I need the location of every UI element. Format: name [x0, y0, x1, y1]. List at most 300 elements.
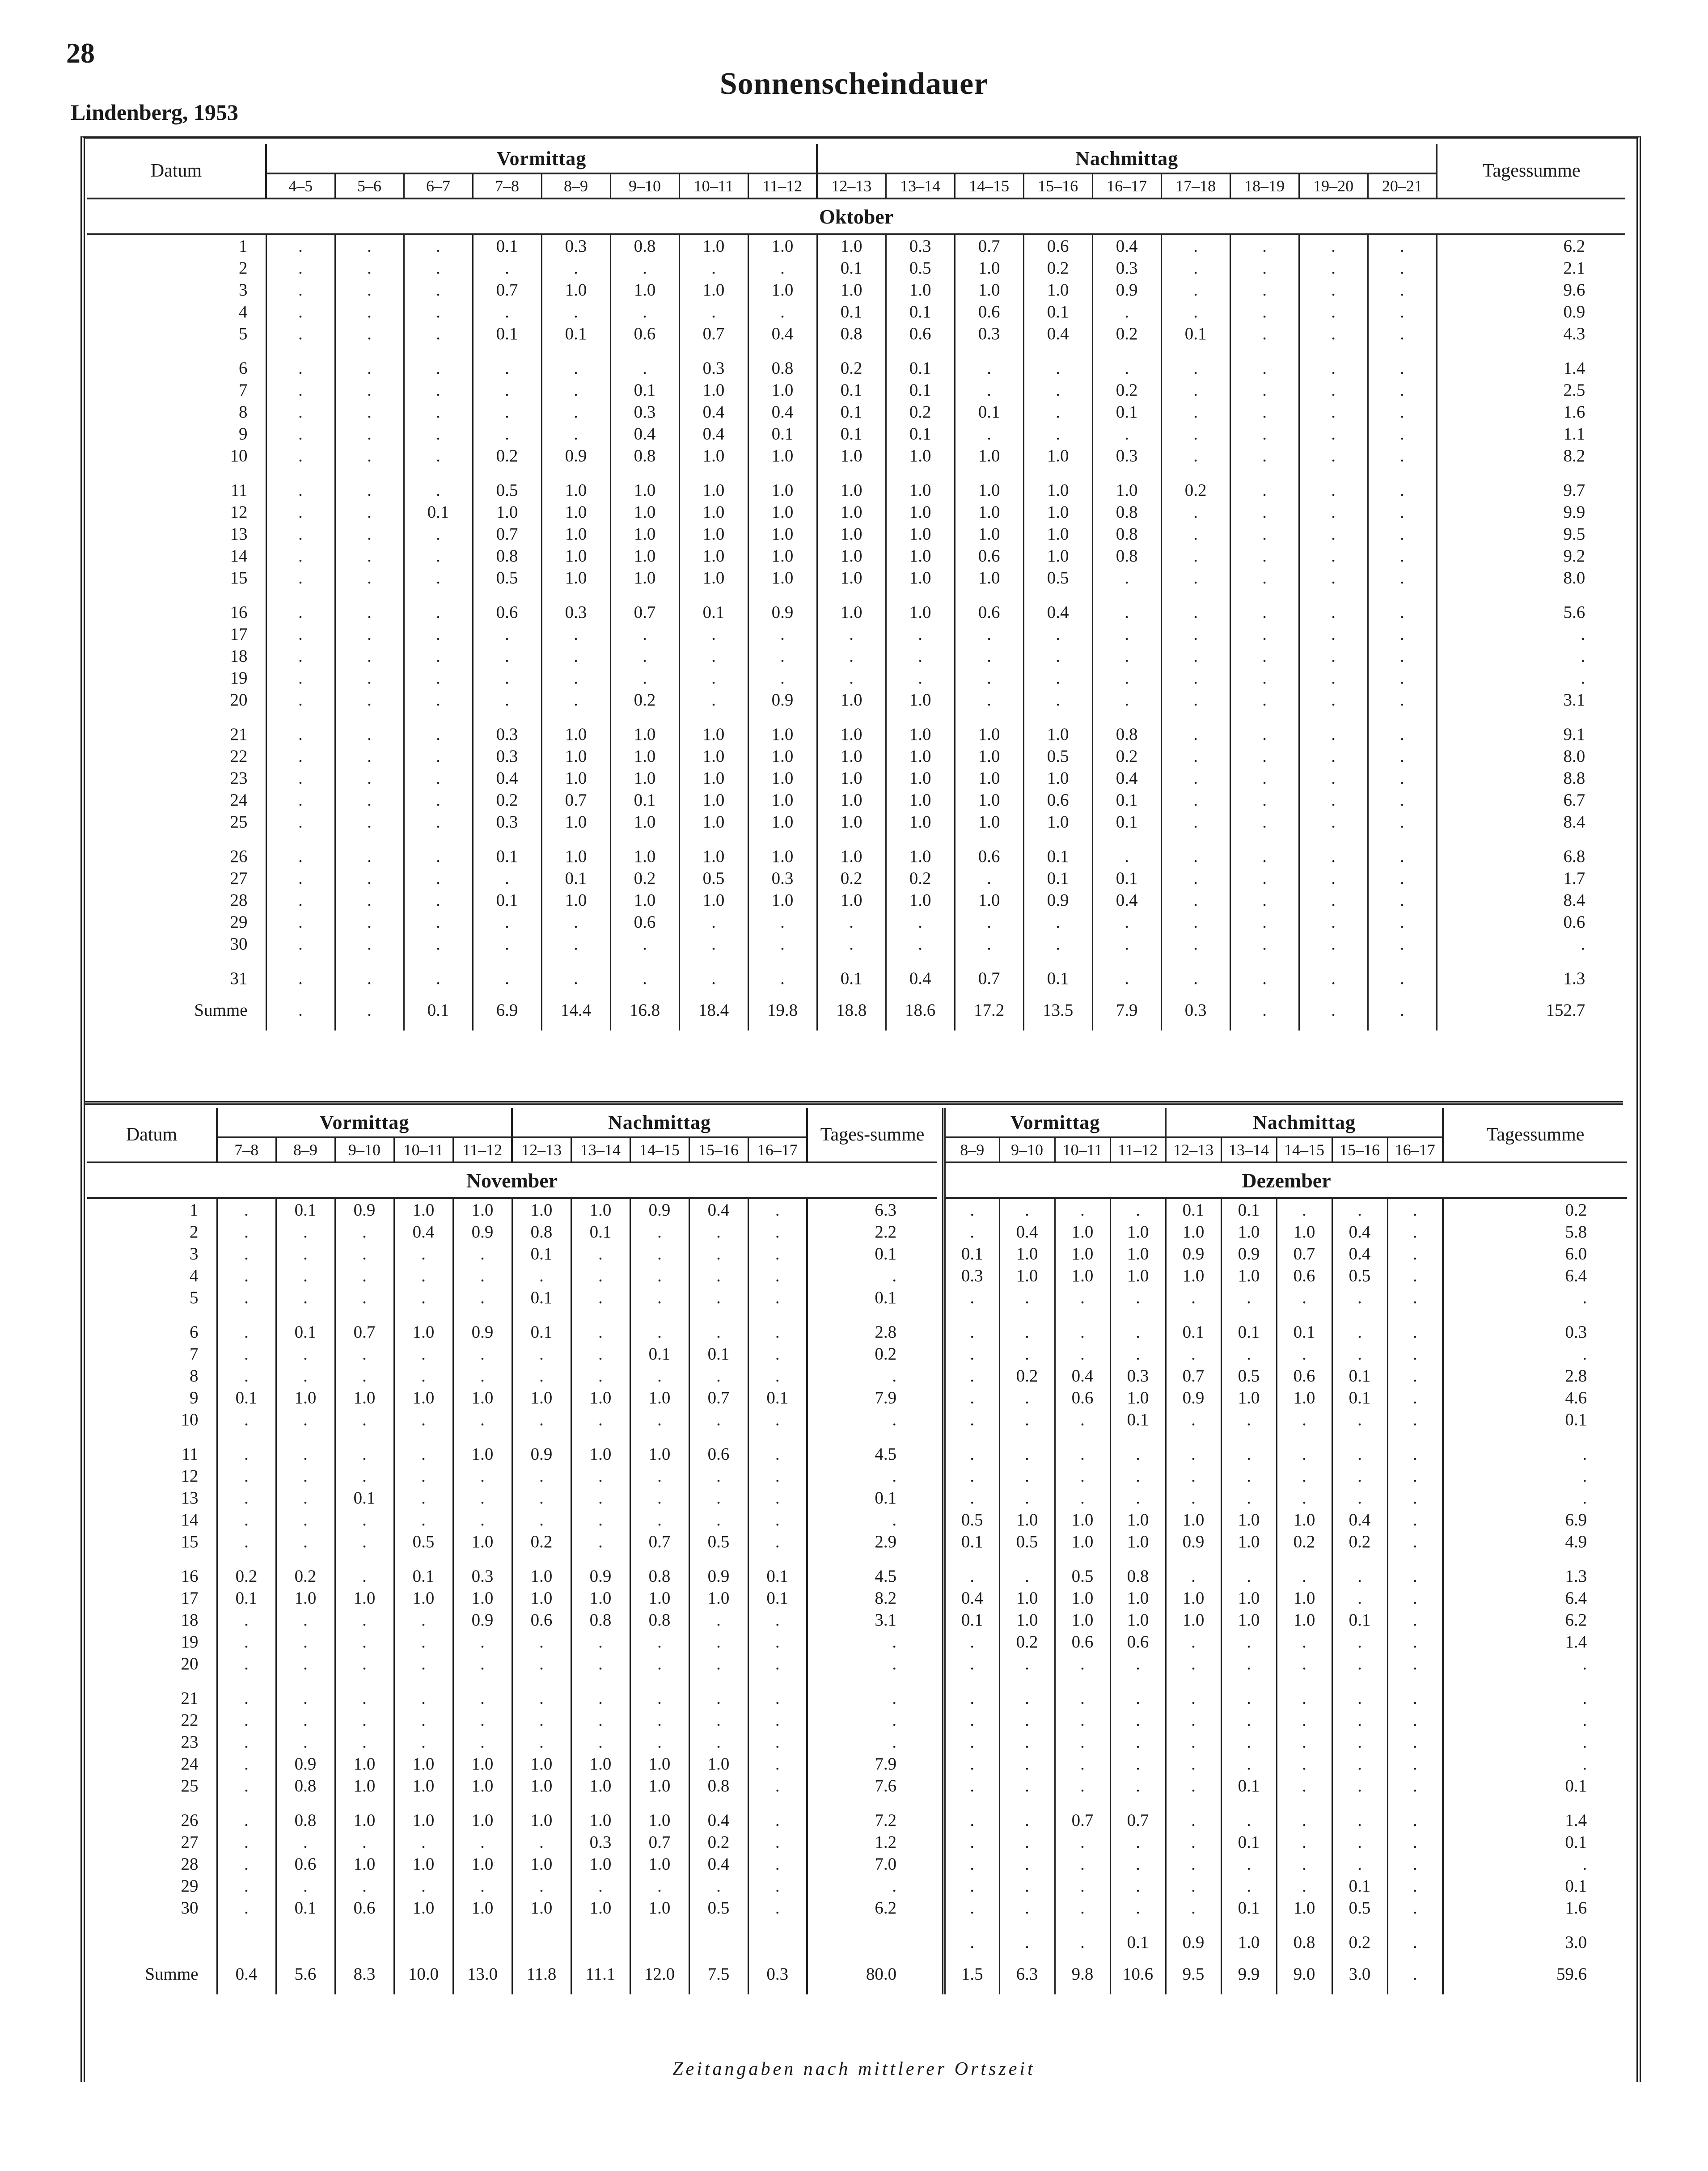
- hour-value-cell: .: [944, 1631, 999, 1653]
- hour-value-cell: .: [748, 933, 817, 955]
- hour-value-cell: .: [748, 667, 817, 689]
- hour-value-cell: .: [512, 1487, 571, 1509]
- hour-value-cell: .: [541, 623, 610, 645]
- hour-value-cell: .: [1299, 379, 1368, 401]
- hour-value-cell: .: [1299, 911, 1368, 933]
- hour-value-cell: .: [473, 955, 541, 989]
- tagessumme-cell: 9.9: [1437, 501, 1625, 523]
- hour-value-cell: .: [1299, 667, 1368, 689]
- hour-value-cell: 0.8: [1092, 545, 1161, 567]
- tagessumme-cell: 5.8: [1443, 1221, 1627, 1243]
- hour-value-cell: .: [453, 1831, 512, 1853]
- hour-value-cell: .: [1299, 645, 1368, 667]
- datum-cell: 21: [230, 725, 248, 744]
- tagessumme-cell: 0.1: [807, 1487, 937, 1509]
- hour-value-cell: 0.1: [1023, 301, 1092, 323]
- hour-value-cell: 1.0: [817, 523, 886, 545]
- hour-value-cell: .: [748, 1309, 807, 1343]
- hour-value-cell: .: [1161, 833, 1230, 867]
- hour-value-cell: .: [541, 689, 610, 711]
- hour-value-cell: 0.1: [1166, 1309, 1221, 1343]
- tagessumme-cell: 2.8: [1443, 1365, 1627, 1387]
- hour-value-cell: .: [394, 1609, 453, 1631]
- hour-value-cell: 1.0: [630, 1775, 689, 1797]
- hour-value-cell: .: [512, 1709, 571, 1731]
- hour-value-cell: 1.0: [955, 445, 1023, 467]
- hour-value-cell: 0.1: [817, 423, 886, 445]
- summe-cell: 0.3: [748, 1953, 807, 1994]
- hour-header: 7–8: [217, 1137, 276, 1162]
- tagessumme-cell: 0.1: [1443, 1409, 1627, 1431]
- hour-value-cell: 1.0: [886, 567, 955, 589]
- table-row: [944, 1365, 1627, 1387]
- hour-value-cell: .: [1023, 667, 1092, 689]
- tagessumme-cell: 6.4: [1443, 1265, 1627, 1287]
- hour-value-cell: 0.1: [541, 323, 610, 345]
- hour-value-cell: 0.1: [473, 323, 541, 345]
- hour-value-cell: 0.6: [1055, 1387, 1110, 1409]
- tagessumme-cell: 9.7: [1437, 467, 1625, 501]
- table-row: [87, 1343, 937, 1365]
- hour-value-cell: .: [335, 345, 404, 379]
- hour-value-cell: 0.7: [955, 955, 1023, 989]
- datum-header: Datum: [87, 1108, 217, 1162]
- hour-value-cell: .: [999, 1675, 1055, 1709]
- hour-value-cell: 0.6: [886, 323, 955, 345]
- hour-value-cell: .: [404, 811, 473, 833]
- hour-value-cell: 1.0: [955, 789, 1023, 811]
- hour-value-cell: .: [276, 1653, 335, 1675]
- hour-value-cell: .: [1387, 1387, 1443, 1409]
- hour-value-cell: 0.1: [1332, 1365, 1387, 1387]
- hour-value-cell: .: [335, 501, 404, 523]
- hour-value-cell: .: [1230, 689, 1299, 711]
- tagessumme-cell: 1.6: [1437, 401, 1625, 423]
- table-row: [87, 445, 1625, 467]
- hour-value-cell: 1.0: [817, 789, 886, 811]
- hour-value-cell: 1.0: [1110, 1243, 1166, 1265]
- table-row: [87, 1198, 937, 1221]
- hour-value-cell: 0.9: [453, 1309, 512, 1343]
- hour-value-cell: 1.0: [571, 1797, 630, 1831]
- hour-value-cell: .: [679, 933, 748, 955]
- hour-value-cell: .: [1277, 1465, 1332, 1487]
- hour-value-cell: 1.0: [999, 1509, 1055, 1531]
- hour-value-cell: 1.0: [1055, 1509, 1110, 1531]
- datum-cell: 11: [230, 481, 248, 500]
- datum-cell: 4: [239, 302, 248, 321]
- hour-value-cell: .: [335, 645, 404, 667]
- hour-value-cell: .: [1230, 833, 1299, 867]
- hour-value-cell: .: [1387, 1587, 1443, 1609]
- hour-header: 14–15: [1277, 1137, 1332, 1162]
- hour-value-cell: 1.0: [1055, 1531, 1110, 1553]
- hour-value-cell: .: [404, 589, 473, 623]
- hour-value-cell: .: [394, 1365, 453, 1387]
- tagessumme-cell: 9.2: [1437, 545, 1625, 567]
- hour-value-cell: 1.0: [679, 523, 748, 545]
- hour-value-cell: .: [266, 301, 335, 323]
- hour-value-cell: 0.1: [276, 1309, 335, 1343]
- hour-value-cell: .: [748, 1897, 807, 1919]
- summe-cell: 8.3: [335, 1953, 394, 1994]
- table-row: [87, 1609, 937, 1631]
- hour-value-cell: .: [944, 1343, 999, 1365]
- summe-cell: 0.1: [404, 989, 473, 1031]
- hour-value-cell: .: [630, 1731, 689, 1753]
- hour-value-cell: .: [335, 545, 404, 567]
- hour-value-cell: .: [1387, 1797, 1443, 1831]
- hour-value-cell: .: [512, 1731, 571, 1753]
- hour-value-cell: .: [404, 645, 473, 667]
- hour-value-cell: .: [1332, 1731, 1387, 1753]
- table-row: [87, 345, 1625, 379]
- hour-value-cell: .: [748, 1853, 807, 1875]
- hour-value-cell: .: [335, 1709, 394, 1731]
- datum-cell: 25: [181, 1776, 199, 1795]
- hour-value-cell: 0.1: [689, 1343, 748, 1365]
- hour-value-cell: [748, 1919, 807, 1953]
- hour-value-cell: .: [1299, 789, 1368, 811]
- hour-value-cell: .: [748, 1631, 807, 1653]
- hour-value-cell: 0.4: [679, 401, 748, 423]
- hour-value-cell: .: [1332, 1853, 1387, 1875]
- hour-value-cell: .: [266, 345, 335, 379]
- datum-cell: 22: [230, 747, 248, 766]
- hour-value-cell: 1.0: [541, 467, 610, 501]
- hour-value-cell: .: [404, 789, 473, 811]
- hour-value-cell: .: [571, 1409, 630, 1431]
- hour-value-cell: 1.0: [817, 745, 886, 767]
- hour-value-cell: .: [266, 645, 335, 667]
- hour-value-cell: .: [999, 1343, 1055, 1365]
- hour-value-cell: .: [404, 467, 473, 501]
- hour-value-cell: 1.0: [886, 445, 955, 467]
- datum-cell: 6: [239, 359, 248, 378]
- hour-value-cell: 1.0: [610, 889, 679, 911]
- hour-value-cell: .: [1221, 1487, 1277, 1509]
- table-row: [87, 301, 1625, 323]
- hour-value-cell: .: [1299, 623, 1368, 645]
- hour-value-cell: 0.3: [541, 589, 610, 623]
- hour-value-cell: .: [748, 1753, 807, 1775]
- hour-value-cell: 1.0: [571, 1853, 630, 1875]
- hour-value-cell: 0.7: [955, 234, 1023, 257]
- hour-value-cell: 0.1: [955, 401, 1023, 423]
- hour-value-cell: 0.1: [473, 889, 541, 911]
- hour-value-cell: 1.0: [1023, 767, 1092, 789]
- hour-value-cell: 1.0: [817, 833, 886, 867]
- hour-value-cell: .: [1387, 1875, 1443, 1897]
- hour-header: 12–13: [1166, 1137, 1221, 1162]
- tagessumme-cell: 9.6: [1437, 279, 1625, 301]
- datum-cell: 14: [181, 1510, 199, 1529]
- hour-value-cell: 1.0: [817, 501, 886, 523]
- hour-value-cell: 0.5: [1023, 567, 1092, 589]
- datum-cell: 15: [230, 568, 248, 587]
- hour-value-cell: .: [1387, 1309, 1443, 1343]
- hour-value-cell: .: [1092, 689, 1161, 711]
- hour-value-cell: .: [748, 1653, 807, 1675]
- hour-value-cell: .: [689, 1265, 748, 1287]
- hour-value-cell: 1.0: [1110, 1509, 1166, 1531]
- hour-value-cell: .: [512, 1831, 571, 1853]
- hour-value-cell: .: [1161, 523, 1230, 545]
- hour-value-cell: 1.0: [453, 1897, 512, 1919]
- summe-cell: 16.8: [610, 989, 679, 1031]
- hour-value-cell: .: [473, 423, 541, 445]
- hour-value-cell: .: [1387, 1509, 1443, 1531]
- tagessumme-cell: 1.2: [807, 1831, 937, 1853]
- hour-value-cell: .: [1110, 1831, 1166, 1853]
- hour-value-cell: .: [266, 955, 335, 989]
- hour-value-cell: .: [453, 1631, 512, 1653]
- hour-value-cell: .: [679, 955, 748, 989]
- table-row: [944, 1797, 1627, 1831]
- hour-value-cell: .: [748, 301, 817, 323]
- hour-value-cell: .: [394, 1675, 453, 1709]
- hour-value-cell: 1.0: [955, 567, 1023, 589]
- hour-value-cell: .: [1368, 933, 1437, 955]
- hour-value-cell: 0.9: [571, 1553, 630, 1587]
- summe-cell: .: [1368, 989, 1437, 1031]
- tagessumme-cell: 4.5: [807, 1431, 937, 1465]
- table-row: [944, 1309, 1627, 1343]
- hour-value-cell: .: [999, 1309, 1055, 1343]
- hour-value-cell: .: [1221, 1675, 1277, 1709]
- hour-value-cell: 1.0: [1221, 1919, 1277, 1953]
- hour-value-cell: 1.0: [610, 545, 679, 567]
- hour-value-cell: 1.0: [886, 501, 955, 523]
- datum-cell: 9: [190, 1388, 199, 1407]
- tagessumme-cell: 0.6: [1437, 911, 1625, 933]
- hour-value-cell: 1.0: [512, 1198, 571, 1221]
- hour-value-cell: 1.0: [1023, 811, 1092, 833]
- hour-value-cell: .: [276, 1431, 335, 1465]
- table-row: [944, 1265, 1627, 1287]
- summe-cell: 5.6: [276, 1953, 335, 1994]
- tagessumme-cell: 2.5: [1437, 379, 1625, 401]
- hour-value-cell: .: [266, 933, 335, 955]
- table-row: [87, 1853, 937, 1875]
- november-table: [87, 1108, 937, 1994]
- hour-value-cell: .: [999, 1797, 1055, 1831]
- table-row: [87, 1797, 937, 1831]
- tagessumme-cell: .: [807, 1709, 937, 1731]
- hour-value-cell: .: [266, 911, 335, 933]
- hour-header: 10–11: [394, 1137, 453, 1162]
- table-row: [87, 1287, 937, 1309]
- hour-value-cell: 1.0: [610, 279, 679, 301]
- hour-header: 9–10: [335, 1137, 394, 1162]
- hour-value-cell: 1.0: [541, 767, 610, 789]
- hour-value-cell: .: [630, 1465, 689, 1487]
- hour-value-cell: .: [679, 301, 748, 323]
- hour-value-cell: .: [1161, 445, 1230, 467]
- hour-value-cell: .: [453, 1365, 512, 1387]
- hour-value-cell: .: [1230, 323, 1299, 345]
- hour-value-cell: .: [404, 257, 473, 279]
- hour-value-cell: .: [1161, 867, 1230, 889]
- hour-value-cell: .: [571, 1265, 630, 1287]
- hour-value-cell: 1.0: [541, 811, 610, 833]
- hour-value-cell: 1.0: [817, 711, 886, 745]
- hour-value-cell: 1.0: [1092, 467, 1161, 501]
- hour-value-cell: .: [1299, 545, 1368, 567]
- table-row: [87, 645, 1625, 667]
- hour-value-cell: .: [1387, 1753, 1443, 1775]
- datum-cell: 26: [230, 847, 248, 866]
- hour-value-cell: .: [404, 445, 473, 467]
- hour-value-cell: .: [944, 1675, 999, 1709]
- hour-value-cell: 0.1: [1092, 401, 1161, 423]
- hour-value-cell: .: [1092, 955, 1161, 989]
- hour-value-cell: .: [1277, 1631, 1332, 1653]
- hour-value-cell: 1.0: [512, 1587, 571, 1609]
- hour-value-cell: .: [404, 955, 473, 989]
- hour-value-cell: 0.1: [217, 1587, 276, 1609]
- hour-value-cell: [335, 1919, 394, 1953]
- hour-value-cell: 0.9: [630, 1198, 689, 1221]
- hour-value-cell: .: [335, 589, 404, 623]
- hour-value-cell: .: [1299, 401, 1368, 423]
- hour-value-cell: 0.2: [1161, 467, 1230, 501]
- table-row: [944, 1465, 1627, 1487]
- hour-value-cell: .: [335, 767, 404, 789]
- hour-value-cell: 1.0: [394, 1853, 453, 1875]
- table-row: [944, 1431, 1627, 1465]
- hour-value-cell: 0.2: [689, 1831, 748, 1853]
- month-title-oktober: Oktober: [87, 199, 1625, 234]
- hour-value-cell: .: [944, 1875, 999, 1897]
- hour-value-cell: 0.2: [1023, 257, 1092, 279]
- hour-value-cell: .: [1055, 1853, 1110, 1875]
- hour-value-cell: .: [1055, 1753, 1110, 1775]
- summe-cell: 13.0: [453, 1953, 512, 1994]
- page-number: 28: [66, 37, 95, 69]
- hour-value-cell: .: [276, 1831, 335, 1853]
- hour-value-cell: 0.6: [1055, 1631, 1110, 1653]
- hour-value-cell: .: [1277, 1553, 1332, 1587]
- hour-value-cell: .: [1277, 1653, 1332, 1675]
- hour-value-cell: .: [453, 1409, 512, 1431]
- hour-value-cell: .: [1387, 1919, 1443, 1953]
- hour-value-cell: .: [1161, 955, 1230, 989]
- hour-value-cell: .: [453, 1675, 512, 1709]
- hour-value-cell: 0.3: [886, 234, 955, 257]
- table-row: [944, 1243, 1627, 1265]
- hour-value-cell: .: [1299, 833, 1368, 867]
- hour-value-cell: .: [571, 1875, 630, 1897]
- hour-value-cell: 1.0: [817, 767, 886, 789]
- hour-value-cell: .: [944, 1465, 999, 1487]
- hour-value-cell: .: [1092, 667, 1161, 689]
- hour-value-cell: 0.8: [817, 323, 886, 345]
- hour-value-cell: 1.0: [610, 501, 679, 523]
- hour-value-cell: .: [1368, 811, 1437, 833]
- hour-value-cell: .: [473, 401, 541, 423]
- hour-value-cell: .: [999, 1875, 1055, 1897]
- hour-value-cell: .: [817, 911, 886, 933]
- hour-value-cell: .: [1230, 767, 1299, 789]
- hour-value-cell: .: [1110, 1775, 1166, 1797]
- hour-value-cell: 0.7: [1110, 1797, 1166, 1831]
- hour-value-cell: .: [1161, 711, 1230, 745]
- hour-value-cell: .: [1023, 911, 1092, 933]
- datum-cell: 24: [181, 1754, 199, 1774]
- hour-value-cell: .: [394, 1431, 453, 1465]
- hour-value-cell: 0.1: [1332, 1387, 1387, 1409]
- hour-value-cell: .: [955, 689, 1023, 711]
- hour-value-cell: .: [1368, 323, 1437, 345]
- hour-value-cell: .: [1055, 1897, 1110, 1919]
- tagessumme-cell: .: [807, 1731, 937, 1753]
- hour-value-cell: .: [473, 867, 541, 889]
- hour-value-cell: 1.0: [1055, 1243, 1110, 1265]
- table-row: [87, 889, 1625, 911]
- hour-value-cell: 0.9: [453, 1609, 512, 1631]
- hour-value-cell: .: [1092, 911, 1161, 933]
- hour-value-cell: .: [1299, 689, 1368, 711]
- hour-value-cell: .: [1055, 1487, 1110, 1509]
- hour-value-cell: .: [404, 667, 473, 689]
- hour-value-cell: .: [266, 711, 335, 745]
- hour-value-cell: .: [266, 423, 335, 445]
- tagessumme-cell: [807, 1919, 937, 1953]
- hour-value-cell: .: [1055, 1675, 1110, 1709]
- hour-value-cell: .: [1055, 1431, 1110, 1465]
- month-title-november: November: [87, 1162, 937, 1198]
- hour-value-cell: 0.5: [473, 467, 541, 501]
- hour-value-cell: .: [335, 711, 404, 745]
- hour-value-cell: 0.6: [276, 1853, 335, 1875]
- tagessumme-cell: .: [807, 1265, 937, 1287]
- hour-value-cell: .: [335, 689, 404, 711]
- hour-header: 12–13: [817, 173, 886, 199]
- tagessumme-cell: .: [1443, 1487, 1627, 1509]
- hour-value-cell: .: [955, 423, 1023, 445]
- table-row: [944, 1731, 1627, 1753]
- table-row: [944, 1831, 1627, 1853]
- hour-value-cell: 1.0: [886, 589, 955, 623]
- hour-value-cell: .: [473, 645, 541, 667]
- table-row: [944, 1709, 1627, 1731]
- hour-value-cell: .: [1277, 1731, 1332, 1753]
- hour-value-cell: 1.0: [394, 1309, 453, 1343]
- hour-value-cell: 1.0: [679, 545, 748, 567]
- hour-value-cell: .: [748, 1409, 807, 1431]
- hour-value-cell: 0.2: [276, 1553, 335, 1587]
- hour-value-cell: 1.0: [817, 445, 886, 467]
- hour-header: 17–18: [1161, 173, 1230, 199]
- hour-value-cell: 1.0: [610, 811, 679, 833]
- hour-value-cell: .: [689, 1243, 748, 1265]
- hour-value-cell: .: [1166, 1553, 1221, 1587]
- table-row: [87, 955, 1625, 989]
- hour-value-cell: .: [1166, 1897, 1221, 1919]
- hour-value-cell: 1.0: [999, 1587, 1055, 1609]
- hour-value-cell: .: [679, 645, 748, 667]
- hour-value-cell: .: [335, 623, 404, 645]
- hour-value-cell: 0.8: [512, 1221, 571, 1243]
- hour-value-cell: .: [335, 1831, 394, 1853]
- hour-value-cell: 1.0: [1110, 1221, 1166, 1243]
- table-row: [87, 1587, 937, 1609]
- datum-cell: 19: [230, 668, 248, 688]
- hour-value-cell: 0.4: [394, 1221, 453, 1243]
- hour-value-cell: 0.4: [1332, 1509, 1387, 1531]
- hour-value-cell: .: [335, 911, 404, 933]
